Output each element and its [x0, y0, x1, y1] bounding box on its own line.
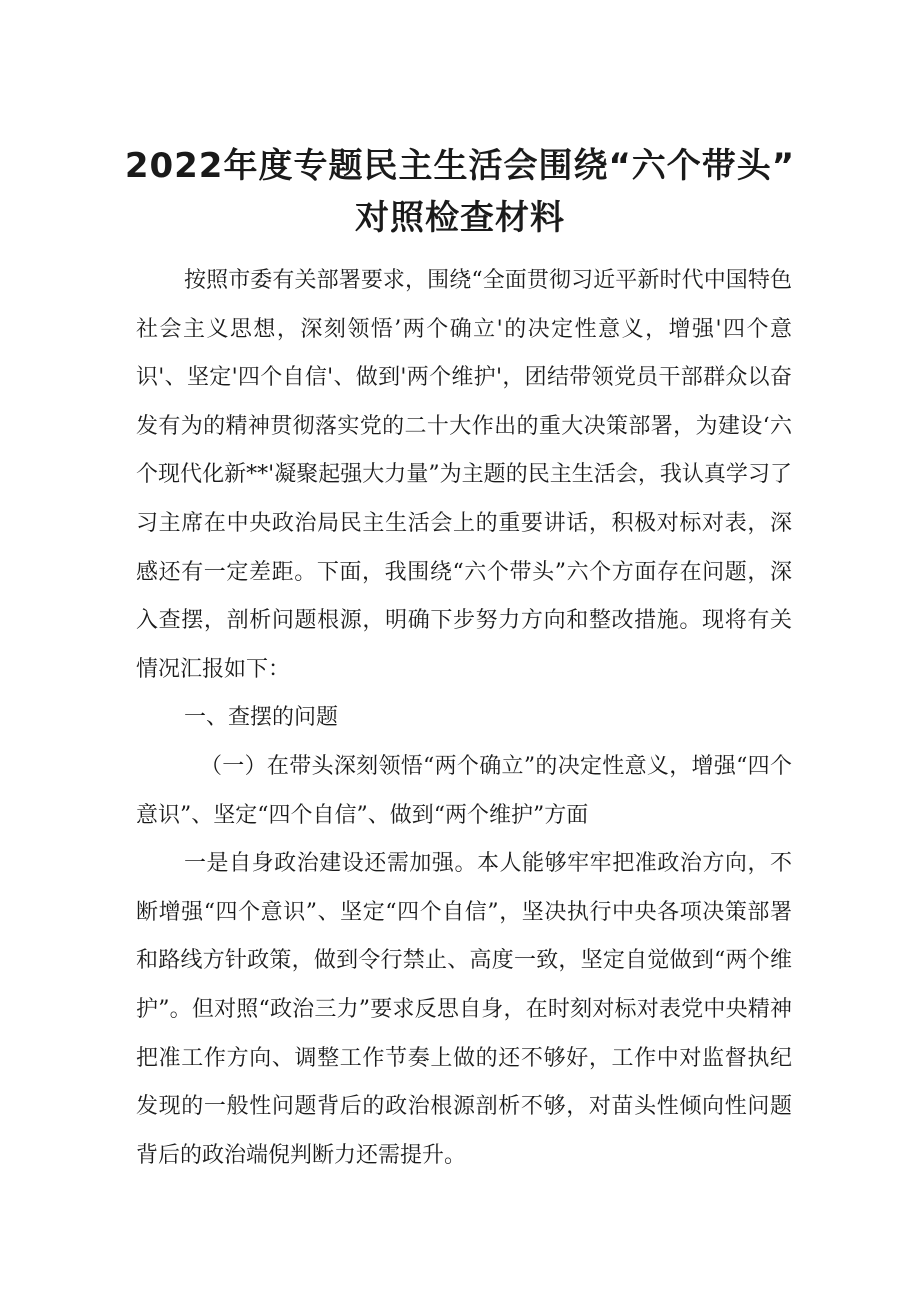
section-heading: 一、查摆的问题	[184, 705, 339, 731]
subsection-heading: （一）在带头深刻领悟“两个确立”的决定性意义，增强“四个意识”、坚定“四个自信”、做到“两个维护”方面	[136, 753, 792, 828]
intro-paragraph: 按照市委有关部署要求，围绕“全面贯彻习近平新时代中国特色社会主义思想，深刻领悟’两个确立'的决定性意义，增强'四个意识'、坚定'四个自信'、做到'两个维护'，团结带领党员干部群众以奋发有为的精神贯彻落实党的二十大作出的重大决策部署，为建设‘六个现代化新**'凝聚起强大力量”为主题的民主生活会，我认真学习了习主席在中央政治局民主生活会上的重要讲话，积极对标对表，深感还有一定差距。下面，我围绕“六个带头”六个方面存在问题，深入查摆，剖析问题根源，明确下步努力方向和整改措施。现将有关情况汇报如下：	[136, 268, 792, 682]
title-line-2: 对照检查材料	[355, 198, 565, 238]
point-paragraph: 一是自身政治建设还需加强。本人能够牢牢把准政治方向，不断增强“四个意识”、坚定“四个自信”，坚决执行中央各项决策部署和路线方针政策，做到令行禁止、高度一致，坚定自觉做到“两个维护”。但对照“政治三力”要求反思自身，在时刻对标对表党中央精神把准工作方向、调整工作节奏上做的还不够好，工作中对监督执纪发现的一般性问题背后的政治根源剖析不够，对苗头性倾向性问题背后的政治端倪判断力还需提升。	[136, 851, 792, 1168]
document-body	[136, 257, 792, 1180]
document-title	[120, 142, 800, 242]
title-line-1: 2022年度专题民主生活会围绕“六个带头”	[124, 146, 796, 186]
